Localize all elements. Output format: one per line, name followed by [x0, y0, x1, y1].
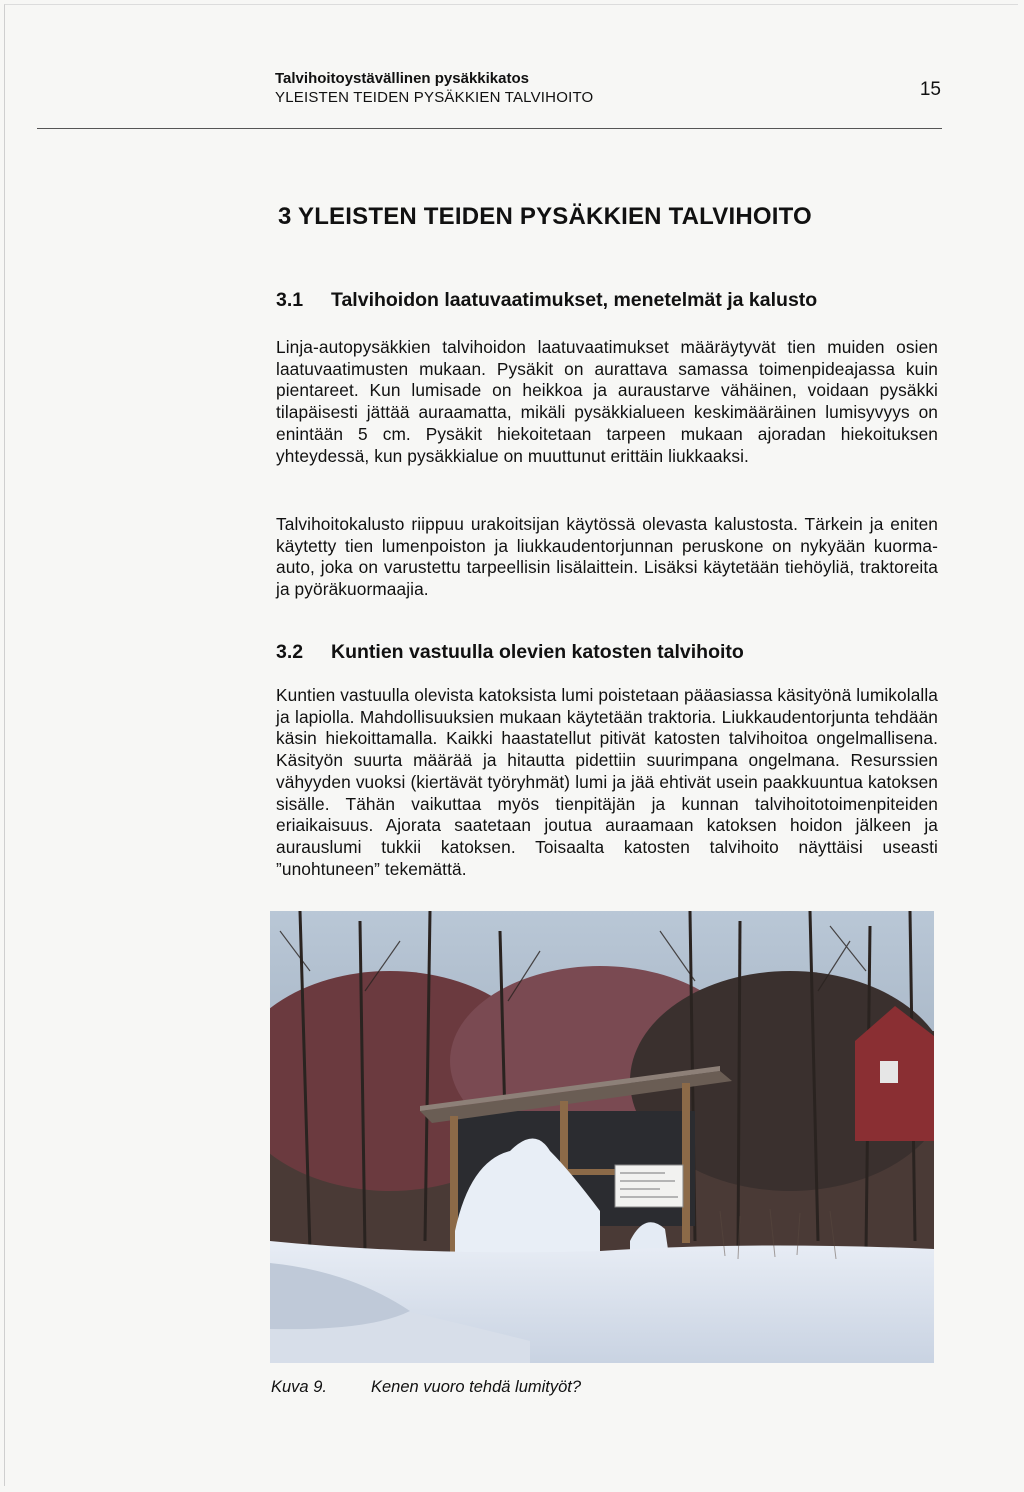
header-divider [37, 128, 942, 129]
figure-caption-text: Kenen vuoro tehdä lumityöt? [371, 1378, 582, 1396]
page-number: 15 [919, 79, 941, 100]
document-title: Talvihoitoystävällinen pysäkkikatos [275, 70, 529, 87]
chapter-title: 3 YLEISTEN TEIDEN PYSÄKKIEN TALVIHOITO [278, 203, 812, 230]
paragraph-municipal-shelters: Kuntien vastuulla olevista katoksista lumi poistetaan pääasiassa käsityönä lumikolalla ja lapiolla. Mahdollisuuksien mukaan käytetään traktoria. Liukkaudentorjunta tehdään käsin hiekoittamalla. Kaikki haastatellut pitivät katosten talvihoitoa ongelmallisena. Käsityön suurta määrää ja hitautta pidettiin suurimpana ongelmana. Resurssien vähyyden vuoksi (kiertävät työryhmät) lumi ja jää ehtivät usein paakkuuntua katoksen sisälle. Tähän vaikuttaa myös tienpitäjän ja kunnan talvihoitotoimenpiteiden eriaikaisuus. Ajorata saatetaan joutua auraamaan katoksen hoidon jälkeen ja aurauslumi tukkii katoksen. Toisaalta katosten talvihoito näyttäisi useasti ”unohtuneen” tekemättä. [276, 685, 938, 879]
running-header [275, 70, 945, 107]
section-heading-3-2 [276, 641, 744, 664]
figure-caption [271, 1378, 581, 1397]
document-subtitle: YLEISTEN TEIDEN PYSÄKKIEN TALVIHOITO [275, 89, 594, 106]
section-number: 3.1 [276, 289, 304, 311]
figure-label: Kuva 9. [271, 1378, 327, 1396]
bus-shelter-photo [270, 911, 934, 1363]
paragraph-requirements: Linja-autopysäkkien talvihoidon laatuvaatimukset määräytyvät tien muiden osien laatuvaatimusten mukaan. Pysäkit on aurattava samassa toimenpideajassa kuin pientareet. Kun lumisade on heikkoa ja auraustarve vähäinen, voidaan pysäkki tilapäisesti jättää auraamatta, mikäli pysäkkialueen keskimääräinen lumisyvyys on enintään 5 cm. Pysäkit hiekoitetaan tarpeen mukaan ajoradan hiekoituksen yhteydessä, kun pysäkkialue on muuttunut erittäin liukkaaksi. [276, 337, 938, 466]
section-number: 3.2 [276, 641, 304, 663]
section-title: Talvihoidon laatuvaatimukset, menetelmät ja kalusto [331, 289, 818, 311]
section-title: Kuntien vastuulla olevien katosten talvihoito [331, 641, 744, 663]
section-heading-3-1 [276, 289, 817, 312]
paragraph-equipment: Talvihoitokalusto riippuu urakoitsijan käytössä olevasta kalustosta. Tärkein ja eniten käytetty tien lumenpoiston ja liukkaudentorjunnan peruskone on nykyään kuorma-auto, joka on varustettu tarpeellisin lisälaittein. Lisäksi käytetään tiehöyliä, traktoreita ja pyöräkuormaajia. [276, 514, 938, 600]
